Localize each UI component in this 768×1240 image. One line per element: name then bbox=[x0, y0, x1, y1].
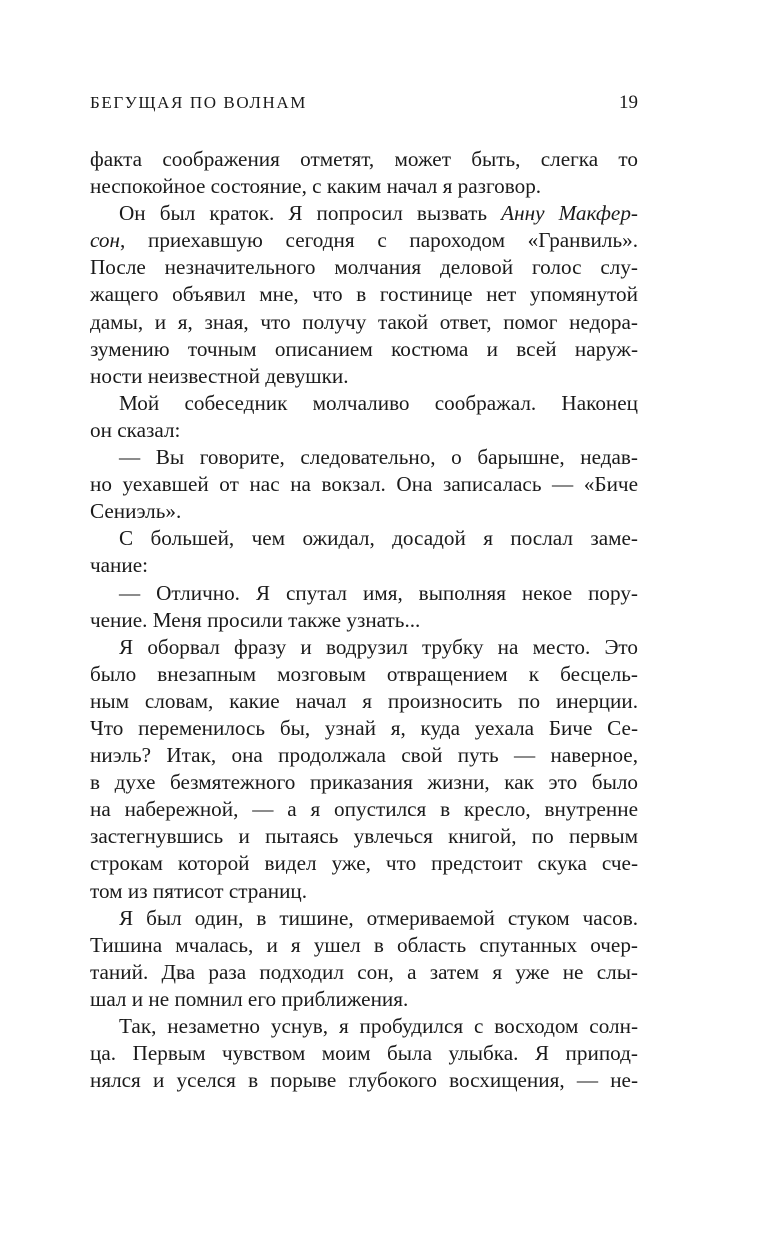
text-line: Тишина мчалась, и я ушел в область спутанных очер- bbox=[90, 932, 638, 957]
text-line: жащего объявил мне, что в гостинице нет упомянутой bbox=[90, 282, 638, 307]
text-line: Сениэль». bbox=[90, 499, 182, 524]
text-line: — Отлично. Я спутал имя, выполняя некое пору- bbox=[119, 580, 638, 605]
text-line: неспокойное состояние, с каким начал я разговор. bbox=[90, 174, 542, 199]
text-line: Я был один, в тишине, отмериваемой стуком часов. bbox=[119, 905, 638, 930]
text-line: ниэль? Итак, она продолжала свой путь — наверное, bbox=[90, 743, 638, 768]
text-line: факта соображения отметят, может быть, слегка то bbox=[90, 147, 638, 171]
text-line: чание: bbox=[90, 553, 149, 578]
text-line: том из пятисот страниц. bbox=[90, 878, 308, 903]
text-line: строкам которой видел уже, что предстоит скука сче- bbox=[90, 851, 638, 876]
text-line: но уехавшей от нас на вокзал. Она записалась — «Биче bbox=[90, 472, 638, 497]
text-line: ности неизвестной девушки. bbox=[90, 363, 349, 388]
text-line: чение. Меня просили также узнать... bbox=[90, 607, 421, 632]
text-line: С большей, чем ожидал, досадой я послал заме- bbox=[119, 526, 638, 551]
page-number: 19 bbox=[619, 92, 638, 113]
text-line: на набережной, — а я опустился в кресло, внутренне bbox=[90, 797, 638, 822]
text-line: Так, незаметно уснув, я пробудился с восходом солн- bbox=[119, 1014, 638, 1038]
text-line: нялся и уселся в порыве глубокого восхищения, — не- bbox=[90, 1068, 638, 1093]
text-line: застегнувшись и пытаясь увлечься книгой, по первым bbox=[90, 824, 638, 849]
text-line: зумению точным описанием костюма и всей наруж- bbox=[90, 336, 638, 361]
text-line: — Вы говорите, следовательно, о барышне, недав- bbox=[119, 445, 638, 470]
text-line: После незначительного молчания деловой голос слу- bbox=[90, 255, 638, 280]
text-line: в духе безмятежного приказания жизни, как это было bbox=[90, 770, 638, 795]
text-line bbox=[90, 200, 638, 227]
text-line: шал и не помнил его приближения. bbox=[90, 986, 409, 1011]
text-line: Мой собеседник молчаливо соображал. Наконец bbox=[119, 390, 638, 415]
body-text bbox=[90, 146, 638, 1094]
text-line: дамы, и я, зная, что получу такой ответ, помог недора- bbox=[90, 309, 638, 334]
text-line: было внезапным мозговым отвращением к бесцель- bbox=[90, 661, 638, 686]
text-segment: , приехавшую сегодня с пароходом «Гранвиль». bbox=[119, 228, 638, 253]
running-title: БЕГУЩАЯ ПО ВОЛНАМ bbox=[90, 93, 307, 112]
text-line: он сказал: bbox=[90, 417, 181, 442]
text-line bbox=[90, 227, 638, 254]
text-line: Что переменилось бы, узнай я, куда уехала Биче Се- bbox=[90, 715, 638, 740]
running-head bbox=[90, 88, 638, 118]
text-line: таний. Два раза подходил сон, а затем я уже не слы- bbox=[90, 959, 638, 984]
italic-name: сон bbox=[90, 228, 120, 253]
italic-name: Анну Макфер- bbox=[501, 201, 638, 226]
text-line: ца. Первым чувством моим была улыбка. Я припод- bbox=[90, 1041, 638, 1066]
text-line: Я оборвал фразу и водрузил трубку на место. Это bbox=[119, 634, 638, 659]
text-line: ным словам, какие начал я произносить по инерции. bbox=[90, 688, 638, 713]
text-segment: Он был краток. Я попросил вызвать bbox=[119, 201, 502, 226]
